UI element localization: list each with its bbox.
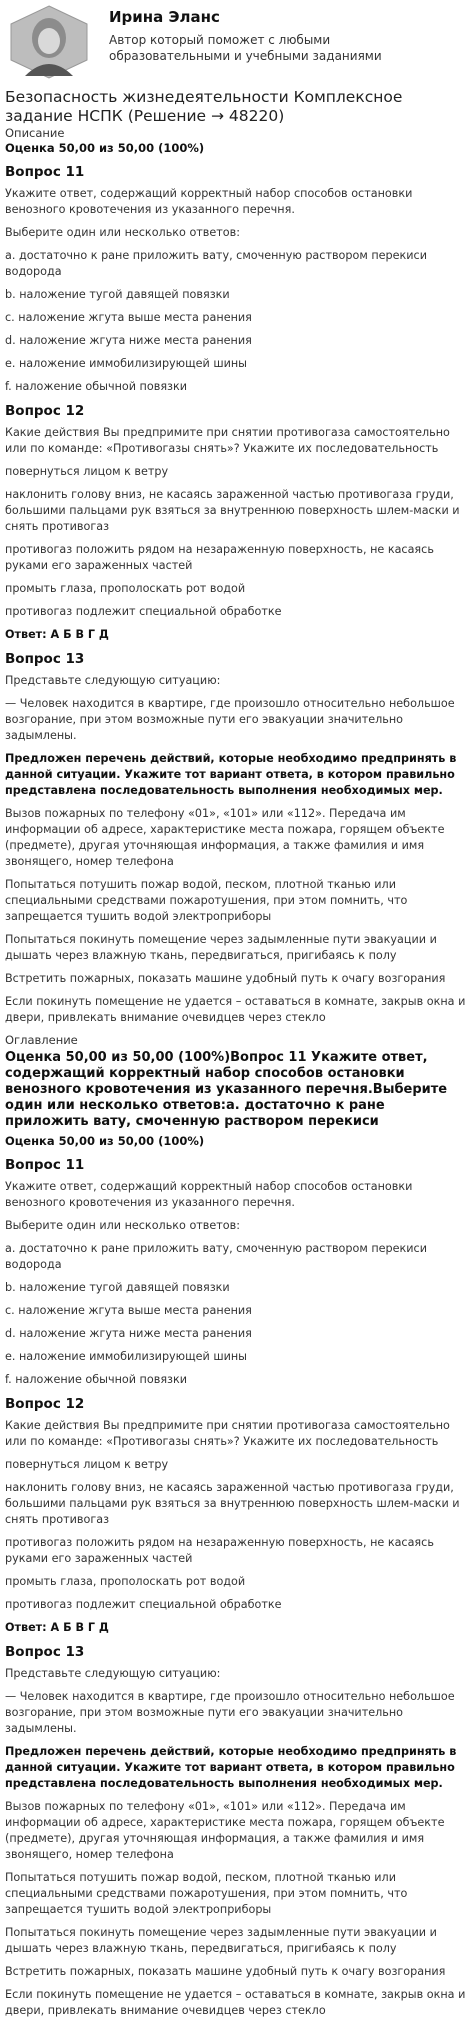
score-text: Оценка 50,00 из 50,00 (100%) <box>5 1134 205 1148</box>
document-title: Безопасность жизнедеятельности Комплексное задание НСПК (Решение → 48220) <box>5 88 403 125</box>
answer-option: b. наложение тугой давящей повязки <box>5 288 230 301</box>
question-13-repeat <box>5 1644 469 2019</box>
question-title: Вопрос 11 <box>5 1157 85 1173</box>
list-item: Попытаться покинуть помещение через задымленные пути эвакуации и дышать через влажную ткань, передвигаться, пригибаясь к полу <box>5 933 437 962</box>
answer-option: f. наложение обычной повязки <box>5 380 188 393</box>
author-name[interactable]: Ирина Эланс <box>109 8 220 26</box>
list-item: Попытаться потушить пожар водой, песком, плотной тканью или специальными средствами пожаротушения, при этом помнить, что запрещается тушить водой электроприборы <box>5 878 408 923</box>
toc-text[interactable]: Оценка 50,00 из 50,00 (100%)Вопрос 11 Укажите ответ, содержащий корректный набор способов остановки венозного кровотечения из указанного перечня.Выберите один или несколько ответов:a. достаточно к ране приложить вату, смоченную раствором перекиси <box>5 1050 448 1129</box>
list-item: противогаз подлежит специальной обработке <box>5 605 282 618</box>
answer-option: e. наложение иммобилизирующей шины <box>5 357 247 370</box>
answer-text: Ответ: А Б В Г Д <box>5 628 109 641</box>
question-prompt: Выберите один или несколько ответов: <box>5 226 241 239</box>
answer-option: b. наложение тугой давящей повязки <box>5 1281 230 1294</box>
list-item: Если покинуть помещение не удается – оставаться в комнате, закрыв окна и двери, привлекать внимание очевидцев через стекло <box>5 1988 466 2017</box>
author-avatar[interactable] <box>7 4 91 80</box>
question-11 <box>5 164 469 395</box>
toc-label: Оглавление <box>5 1033 78 1047</box>
list-item: промыть глаза, прополоскать рот водой <box>5 1575 246 1588</box>
question-prompt: Выберите один или несколько ответов: <box>5 1219 241 1232</box>
question-text: Укажите ответ, содержащий корректный набор способов остановки венозного кровотечения из указанного перечня. <box>5 187 413 216</box>
list-item: противогаз подлежит специальной обработке <box>5 1598 282 1611</box>
question-title: Вопрос 13 <box>5 651 85 667</box>
list-item: Попытаться потушить пожар водой, песком, плотной тканью или специальными средствами пожаротушения, при этом помнить, что запрещается тушить водой электроприборы <box>5 1871 408 1916</box>
question-intro: Представьте следующую ситуацию: <box>5 1667 221 1680</box>
question-text: Какие действия Вы предпримите при снятии противогаза самостоятельно или по команде: «Противогазы снять»? Укажите их последовательность <box>5 426 450 455</box>
question-title: Вопрос 11 <box>5 164 85 180</box>
author-description: Автор который поможет с любыми образовательными и учебными заданиями <box>109 33 382 63</box>
description-label: Описание <box>5 126 65 140</box>
score-text: Оценка 50,00 из 50,00 (100%) <box>5 141 205 155</box>
author-header <box>5 0 469 86</box>
list-item: наклонить голову вниз, не касаясь зараженной частью противогаза груди, большими пальцами рук взяться за внутреннюю поверхность шлем-маски и снять противогаз <box>5 488 460 533</box>
answer-option: a. достаточно к ране приложить вату, смоченную раствором перекиси водорода <box>5 1242 427 1271</box>
question-title: Вопрос 12 <box>5 1396 85 1412</box>
situation-text: — Человек находится в квартире, где произошло относительно небольшое возгорание, при этом возможные пути его эвакуации значительно задымлены. <box>5 1690 455 1735</box>
list-item: Вызов пожарных по телефону «01», «101» или «112». Передача им информации об адресе, характеристике места пожара, горящем объекте (предмете), другая уточняющая информация, а также фамилия и имя звонящего, номер телефона <box>5 807 445 868</box>
question-text: Укажите ответ, содержащий корректный набор способов остановки венозного кровотечения из указанного перечня. <box>5 1180 413 1209</box>
answer-option: f. наложение обычной повязки <box>5 1373 188 1386</box>
situation-text: — Человек находится в квартире, где произошло относительно небольшое возгорание, при этом возможные пути его эвакуации значительно задымлены. <box>5 697 455 742</box>
answer-option: e. наложение иммобилизирующей шины <box>5 1350 247 1363</box>
list-item: повернуться лицом к ветру <box>5 1458 169 1471</box>
question-intro: Представьте следующую ситуацию: <box>5 674 221 687</box>
list-item: противогаз положить рядом на незараженную поверхность, не касаясь руками его зараженных частей <box>5 1536 434 1565</box>
list-item: Встретить пожарных, показать машине удобный путь к очагу возгорания <box>5 972 446 985</box>
list-item: повернуться лицом к ветру <box>5 465 169 478</box>
list-item: промыть глаза, прополоскать рот водой <box>5 582 246 595</box>
answer-option: c. наложение жгута выше места ранения <box>5 1304 252 1317</box>
question-11-repeat <box>5 1157 469 1388</box>
list-item: Встретить пожарных, показать машине удобный путь к очагу возгорания <box>5 1965 446 1978</box>
answer-option: a. достаточно к ране приложить вату, смоченную раствором перекиси водорода <box>5 249 427 278</box>
question-13 <box>5 651 469 1026</box>
answer-text: Ответ: А Б В Г Д <box>5 1621 109 1634</box>
list-item: наклонить голову вниз, не касаясь зараженной частью противогаза груди, большими пальцами рук взяться за внутреннюю поверхность шлем-маски и снять противогаз <box>5 1481 460 1526</box>
question-title: Вопрос 12 <box>5 403 85 419</box>
question-12-repeat <box>5 1396 469 1636</box>
avatar-image <box>7 4 91 80</box>
answer-option: c. наложение жгута выше места ранения <box>5 311 252 324</box>
task-text: Предложен перечень действий, которые необходимо предпринять в данной ситуации. Укажите тот вариант ответа, в котором правильно представлена последовательность выполнения необходимых мер. <box>5 752 457 797</box>
question-12 <box>5 403 469 643</box>
list-item: Попытаться покинуть помещение через задымленные пути эвакуации и дышать через влажную ткань, передвигаться, пригибаясь к полу <box>5 1926 437 1955</box>
answer-option: d. наложение жгута ниже места ранения <box>5 1327 252 1340</box>
list-item: Если покинуть помещение не удается – оставаться в комнате, закрыв окна и двери, привлекать внимание очевидцев через стекло <box>5 995 466 1024</box>
list-item: противогаз положить рядом на незараженную поверхность, не касаясь руками его зараженных частей <box>5 543 434 572</box>
answer-option: d. наложение жгута ниже места ранения <box>5 334 252 347</box>
task-text: Предложен перечень действий, которые необходимо предпринять в данной ситуации. Укажите тот вариант ответа, в котором правильно представлена последовательность выполнения необходимых мер. <box>5 1745 457 1790</box>
question-text: Какие действия Вы предпримите при снятии противогаза самостоятельно или по команде: «Противогазы снять»? Укажите их последовательность <box>5 1419 450 1448</box>
question-title: Вопрос 13 <box>5 1644 85 1660</box>
list-item: Вызов пожарных по телефону «01», «101» или «112». Передача им информации об адресе, характеристике места пожара, горящем объекте (предмете), другая уточняющая информация, а также фамилия и имя звонящего, номер телефона <box>5 1800 445 1861</box>
